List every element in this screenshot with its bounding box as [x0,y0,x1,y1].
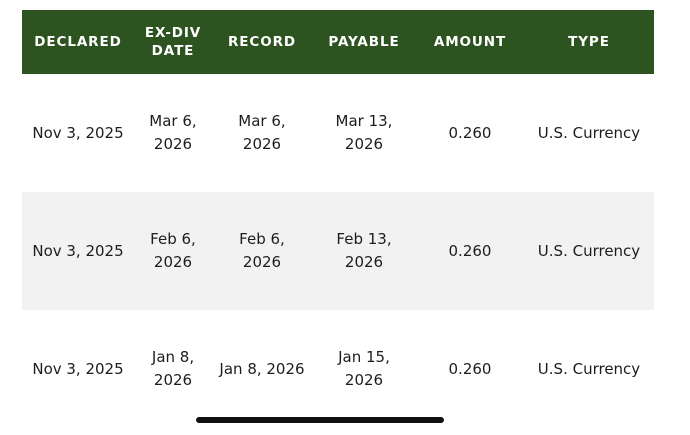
cell-record: Mar 6, 2026 [238,112,286,154]
dividend-table-container[interactable] [22,10,654,428]
cell-payable: Mar 13, 2026 [335,112,393,154]
cell-payable: Feb 13, 2026 [312,192,416,310]
cell-type: U.S. Currency [524,192,654,310]
cell-declared: Nov 3, 2025 [32,123,124,142]
table-header-row [22,10,654,74]
cell-record: Feb 6, 2026 [212,192,312,310]
cell-exdiv-date: Feb 6, 2026 [134,192,212,310]
cell-declared: Nov 3, 2025 [32,359,124,378]
column-header-declared[interactable]: DECLARED [34,34,122,51]
cell-exdiv-date: Mar 6, 2026 [149,112,197,154]
cell-amount: 0.260 [448,359,492,378]
column-header-record[interactable]: RECORD [227,34,296,51]
cell-record: Jan 8, 2026 [219,359,305,378]
column-header-exdiv-date[interactable]: EX-DIV DATE [144,25,202,60]
table-row[interactable] [22,310,654,428]
cell-type: U.S. Currency [537,123,641,142]
column-header-payable[interactable]: PAYABLE [328,34,400,51]
column-header-type[interactable]: TYPE [568,34,610,51]
dividend-history-table [22,10,654,428]
column-header-amount[interactable]: AMOUNT [433,34,507,51]
cell-declared: Nov 3, 2025 [22,192,134,310]
cell-exdiv-date: Jan 8, 2026 [151,348,195,390]
cell-amount: 0.260 [416,192,524,310]
table-header [22,10,654,74]
table-body [22,74,654,428]
horizontal-scrollbar[interactable] [196,417,444,423]
cell-amount: 0.260 [448,123,492,142]
cell-type: U.S. Currency [537,359,641,378]
cell-payable: Jan 15, 2026 [338,348,390,390]
table-row[interactable] [22,192,654,310]
table-row[interactable] [22,74,654,192]
